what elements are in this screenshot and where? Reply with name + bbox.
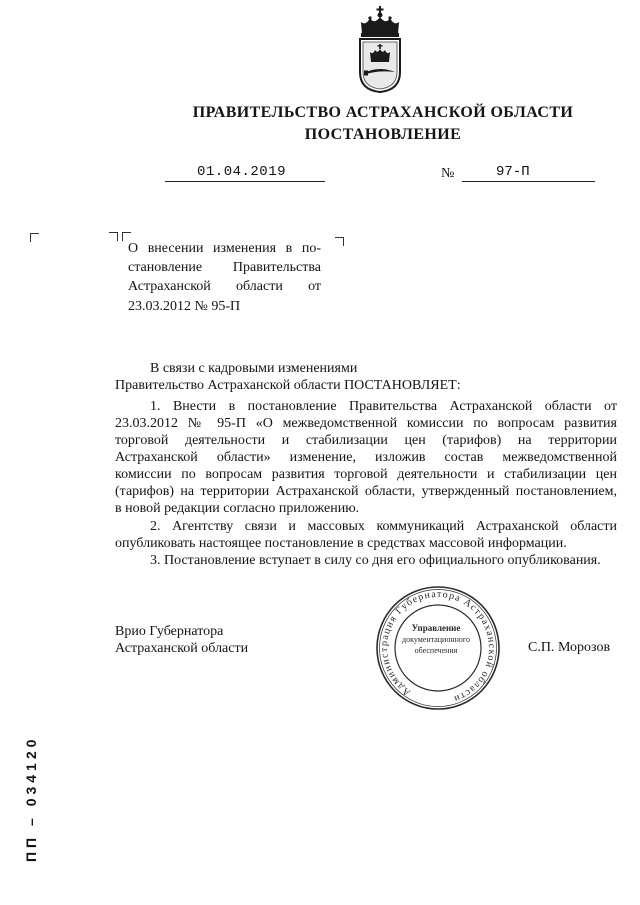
body-line: 3. Постановление вступает в силу со дня его официального опубликования.	[150, 553, 601, 568]
body-line: Правительство Астраханской области ПОСТАНОВЛЯЕТ:	[115, 378, 461, 393]
subject-line: О внесении изменения в по-	[128, 241, 321, 256]
body-line: 2. Агентству связи и массовых коммуникаций Астраханской области	[150, 519, 617, 534]
body-line: торговой деятельности и стабилизации цен (тарифов) на территории	[115, 433, 617, 448]
document-number: 97-П	[496, 164, 530, 180]
subject-line: становление Правительства	[128, 260, 321, 275]
signatory-position: Врио Губернатора	[115, 624, 224, 639]
body-line: комиссии по вопросам развития торговой деятельности и стабилизации цен	[115, 467, 617, 482]
subject-line: Астраханской области от	[128, 279, 321, 294]
form-serial-number: ПП – 034120	[23, 735, 39, 862]
stamp-center-line: документационного	[402, 635, 470, 644]
body-line: Астраханской области» изменение, изложив состав межведомственной	[115, 450, 617, 465]
signatory-position: Астраханской области	[115, 641, 249, 656]
coat-of-arms-icon	[352, 6, 408, 94]
number-field	[462, 164, 595, 182]
subject-line: 23.03.2012 № 95-П	[128, 299, 241, 314]
stamp-ring-text: Администрация Губернатора Астраханской области	[378, 588, 498, 705]
organization-title: ПРАВИТЕЛЬСТВО АСТРАХАНСКОЙ ОБЛАСТИ	[192, 104, 574, 121]
body-line: 1. Внести в постановление Правительства Астраханской области от	[150, 399, 617, 414]
body-line: в новой редакции согласно приложению.	[115, 501, 360, 516]
stamp-center-line: Управление	[411, 623, 461, 633]
body-line: опубликовать настоящее постановление в средствах массовой информации.	[115, 536, 567, 551]
corner-mark	[335, 237, 344, 246]
document-type-title: ПОСТАНОВЛЕНИЕ	[304, 126, 462, 143]
body-line: 23.03.2012 № 95-П «О межведомственной комиссии по вопросам развития	[115, 416, 617, 431]
body-line: В связи с кадровыми изменениями	[150, 361, 358, 376]
corner-mark	[109, 232, 118, 241]
stamp-center-line: обеспечения	[414, 646, 458, 655]
corner-mark	[30, 233, 39, 242]
number-sign: №	[441, 166, 455, 181]
date-field	[165, 164, 325, 182]
official-stamp	[374, 584, 502, 712]
document-date: 01.04.2019	[197, 164, 287, 180]
signatory-name: С.П. Морозов	[528, 640, 611, 655]
body-line: (тарифов) на территории Астраханской области, утвержденный постановлением,	[115, 484, 617, 499]
